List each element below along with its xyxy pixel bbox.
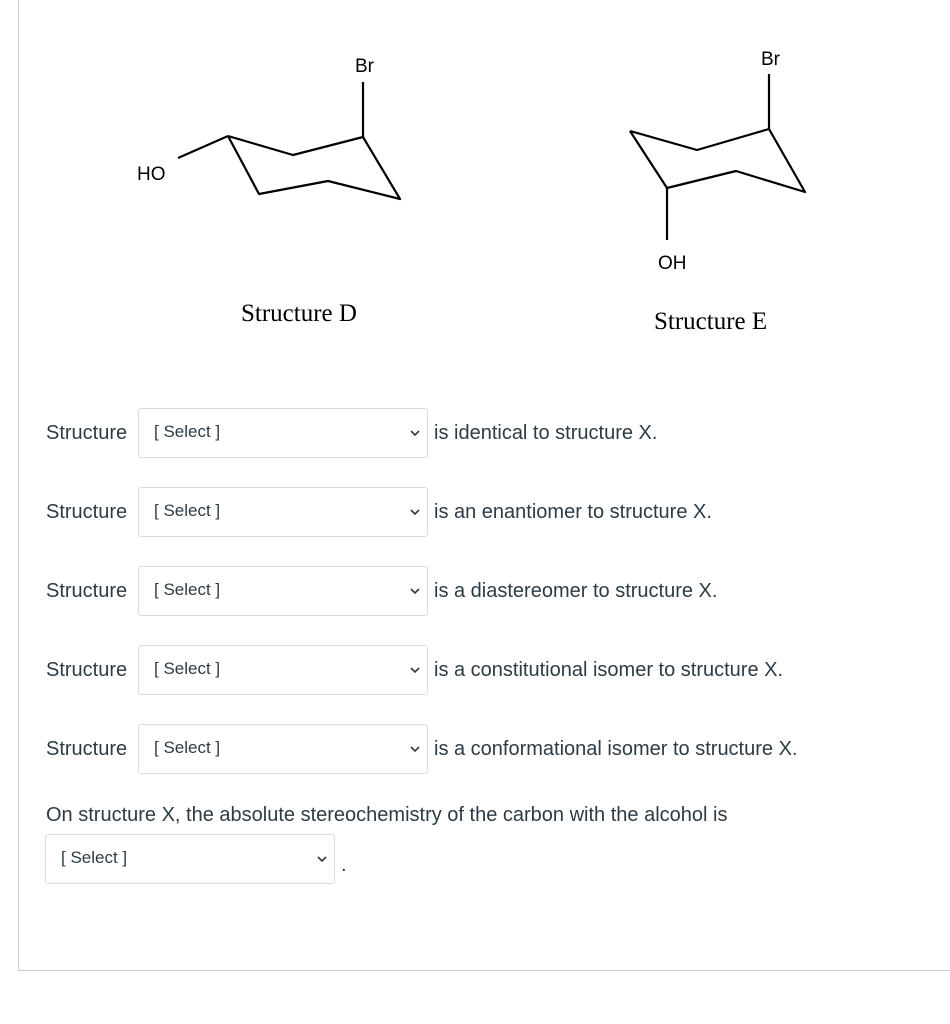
question-row-diastereomer bbox=[46, 565, 717, 617]
diastereomer-select[interactable] bbox=[138, 566, 428, 616]
question-row-enantiomer bbox=[46, 486, 712, 538]
structure-e-drawing bbox=[600, 40, 840, 280]
question-row-conformational bbox=[46, 723, 797, 775]
structure-e-ring bbox=[630, 129, 805, 192]
structure-d-oh-bond bbox=[178, 136, 228, 158]
stereochemistry-select[interactable] bbox=[45, 834, 335, 884]
row-lead-text: Structure bbox=[46, 658, 128, 681]
stereochemistry-question-text: On structure X, the absolute stereochemistry of the carbon with the alcohol is bbox=[46, 804, 728, 826]
question-row-constitutional bbox=[46, 644, 783, 696]
structure-d-caption: Structure D bbox=[241, 300, 357, 327]
structure-e-caption: Structure E bbox=[654, 308, 768, 335]
enantiomer-select[interactable] bbox=[138, 487, 428, 537]
chevron-down-icon bbox=[409, 665, 421, 675]
row-tail-text: is identical to structure X. bbox=[434, 421, 658, 444]
structure-d-ho-label: HO bbox=[137, 164, 166, 185]
structure-e-br-label: Br bbox=[761, 49, 780, 70]
select-value: [ Select ] bbox=[154, 501, 221, 520]
structure-d-drawing bbox=[120, 40, 440, 220]
row-lead-text: Structure bbox=[46, 421, 128, 444]
identical-select[interactable] bbox=[138, 408, 428, 458]
row-tail-text: is a conformational isomer to structure X. bbox=[434, 737, 798, 760]
chevron-down-icon bbox=[409, 744, 421, 754]
chevron-down-icon bbox=[409, 586, 421, 596]
chevron-down-icon bbox=[316, 854, 328, 864]
row-tail-text: is a diastereomer to structure X. bbox=[434, 579, 718, 602]
select-value: [ Select ] bbox=[154, 422, 221, 441]
row-lead-text: Structure bbox=[46, 500, 128, 523]
select-value: [ Select ] bbox=[154, 738, 221, 757]
question-row-identical bbox=[46, 407, 657, 459]
chevron-down-icon bbox=[409, 428, 421, 438]
conformational-isomer-select[interactable] bbox=[138, 724, 428, 774]
select-value: [ Select ] bbox=[154, 580, 221, 599]
row-tail-text: is an enantiomer to structure X. bbox=[434, 500, 712, 523]
select-value: [ Select ] bbox=[61, 848, 128, 867]
constitutional-isomer-select[interactable] bbox=[138, 645, 428, 695]
structure-e-oh-label: OH bbox=[658, 253, 687, 274]
select-value: [ Select ] bbox=[154, 659, 221, 678]
row-lead-text: Structure bbox=[46, 579, 128, 602]
row-lead-text: Structure bbox=[46, 737, 128, 760]
sentence-period: . bbox=[341, 854, 347, 876]
row-tail-text: is a constitutional isomer to structure X. bbox=[434, 658, 784, 681]
structure-d-br-label: Br bbox=[355, 56, 374, 77]
chevron-down-icon bbox=[409, 507, 421, 517]
structure-d-ring bbox=[228, 136, 400, 199]
